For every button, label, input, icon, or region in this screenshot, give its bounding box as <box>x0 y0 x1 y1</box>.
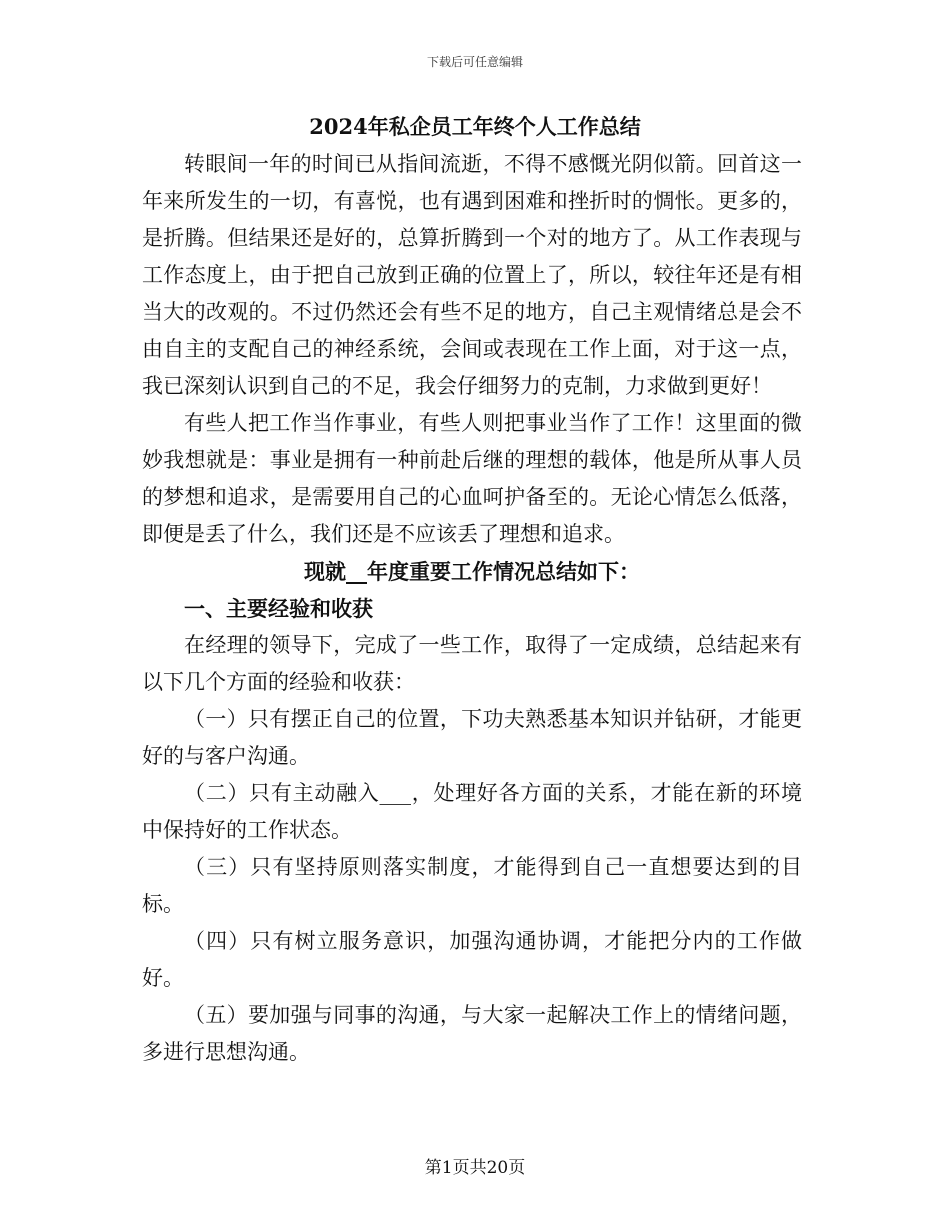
page-number: 第1页共20页 <box>424 1158 526 1178</box>
body-paragraph: 转眼间一年的时间已从指间流逝，不得不感慨光阴似箭。回首这一年来所发生的一切，有喜悦，也有遇到困难和挫折时的惆怅。更多的，是折腾。但结果还是好的，总算折腾到一个对的地方了。从工作表现与工作态度上，由于把自己放到正确的位置上了，所以，较往年还是有相当大的改观的。不过仍然还会有些不足的地方，自己主观情绪总是会不由自主的支配自己的神经系统，会间或表现在工作上面，对于这一点，我已深刻认识到自己的不足，我会仔细努力的克制，力求做到更好！ <box>142 152 802 398</box>
section-heading: 一、主要经验和收获 <box>184 596 373 621</box>
document-body <box>142 146 802 1071</box>
page-header-note: 下载后可任意编辑 <box>426 55 523 69</box>
list-item: （三）只有坚持原则落实制度，才能得到自己一直想要达到的目标。 <box>142 855 802 916</box>
document-title: 2024年私企员工年终个人工作总结 <box>309 114 641 139</box>
list-item: （五）要加强与同事的沟通，与大家一起解决工作上的情绪问题，多进行思想沟通。 <box>142 1003 802 1064</box>
list-item: （一）只有摆正自己的位置，下功夫熟悉基本知识并钻研，才能更好的与客户沟通。 <box>142 707 802 768</box>
list-item: （二）只有主动融入___，处理好各方面的关系，才能在新的环境中保持好的工作状态。 <box>142 781 802 842</box>
body-paragraph: 有些人把工作当作事业，有些人则把事业当作了工作！这里面的微妙我想就是：事业是拥有一种前赴后继的理想的载体，他是所从事人员的梦想和追求，是需要用自己的心血呵护备至的。无论心情怎么低落，即便是丢了什么，我们还是不应该丢了理想和追求。 <box>142 411 802 546</box>
summary-heading: 现就__年度重要工作情况总结如下： <box>304 559 640 584</box>
list-item: （四）只有树立服务意识，加强沟通协调，才能把分内的工作做好。 <box>142 929 802 990</box>
section-intro: 在经理的领导下，完成了一些工作，取得了一定成绩，总结起来有以下几个方面的经验和收获： <box>142 633 802 694</box>
